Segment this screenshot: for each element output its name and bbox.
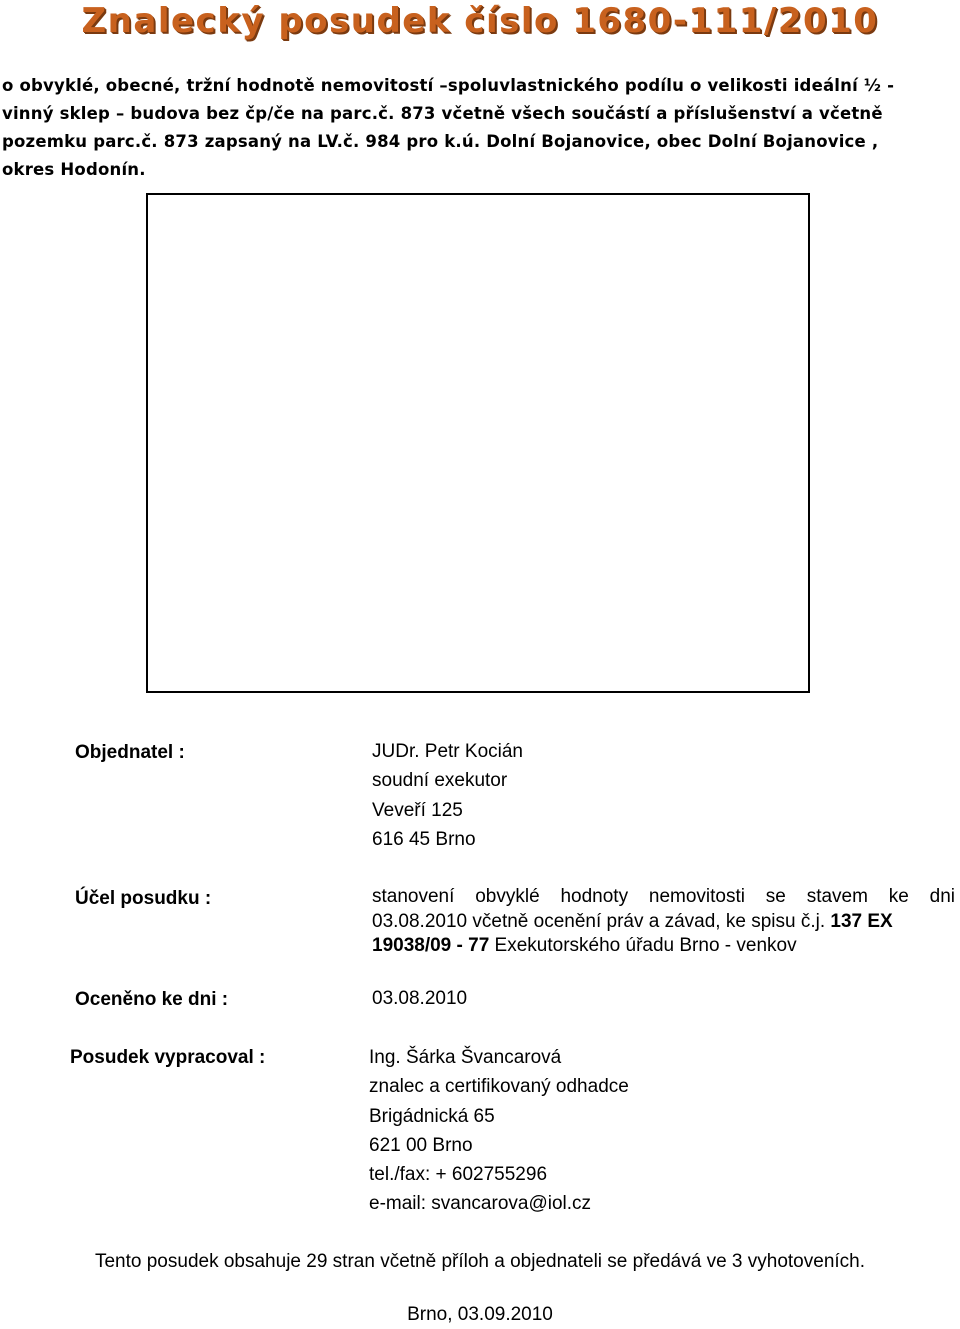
client-label: Objednatel : (75, 742, 185, 763)
purpose-line: stanovení obvyklé hodnoty nemovitosti se stavem ke dni (372, 886, 955, 907)
purpose-date: 03.08.2010 (372, 910, 468, 932)
intro-line: o obvyklé, obecné, tržní hodnotě nemovitostí –spoluvlastnického podílu o velikosti ideální ½ - (2, 76, 895, 95)
purpose-office: Exekutorského úřadu Brno - venkov (489, 935, 797, 956)
purpose-file-number: 137 EX (830, 910, 893, 932)
author-street: Brigádnická 65 (369, 1105, 495, 1127)
page-count-note: Tento posudek obsahuje 29 stran včetně příloh a objednateli se předává ve 3 vyhotoveních. (94, 1251, 866, 1272)
intro-line: vinný sklep – budova bez čp/če na parc.č. 873 včetně všech součástí a příslušenství a včetně (2, 104, 883, 123)
intro-line: pozemku parc.č. 873 zapsaný na LV.č. 984 pro k.ú. Dolní Bojanovice, obec Dolní Bojanovice , (2, 132, 879, 151)
purpose-line (372, 910, 955, 935)
author-phone: tel./fax: + 602755296 (369, 1164, 548, 1186)
client-name: JUDr. Petr Kocián (372, 741, 523, 762)
intro-line: okres Hodonín. (2, 160, 146, 179)
purpose-line (372, 934, 955, 959)
valuation-date-value: 03.08.2010 (372, 988, 468, 1009)
author-city: 621 00 Brno (369, 1134, 473, 1156)
author-details (369, 1043, 629, 1219)
author-name: Ing. Šárka Švancarová (369, 1047, 562, 1068)
purpose-label: Účel posudku : (75, 888, 212, 909)
author-role: znalec a certifikovaný odhadce (369, 1076, 629, 1098)
document-title: Znalecký posudek číslo 1680-111/2010 (81, 1, 879, 41)
intro-paragraph (2, 72, 954, 184)
client-street: Veveří 125 (372, 799, 463, 821)
purpose-text-part: včetně ocenění práv a závad, ke spisu č.j. (467, 910, 831, 932)
author-label: Posudek vypracoval : (70, 1047, 266, 1068)
author-email: e-mail: svancarova@iol.cz (369, 1193, 592, 1215)
valuation-date-label: Oceněno ke dni : (75, 989, 229, 1010)
client-role: soudní exekutor (372, 770, 508, 792)
place-and-date: Brno, 03.09.2010 (407, 1304, 553, 1325)
purpose-file-number-cont: 19038/09 - 77 (372, 935, 490, 956)
client-details (372, 737, 523, 854)
photo-placeholder-frame (146, 193, 810, 693)
purpose-text (372, 885, 955, 959)
client-city: 616 45 Brno (372, 828, 476, 850)
